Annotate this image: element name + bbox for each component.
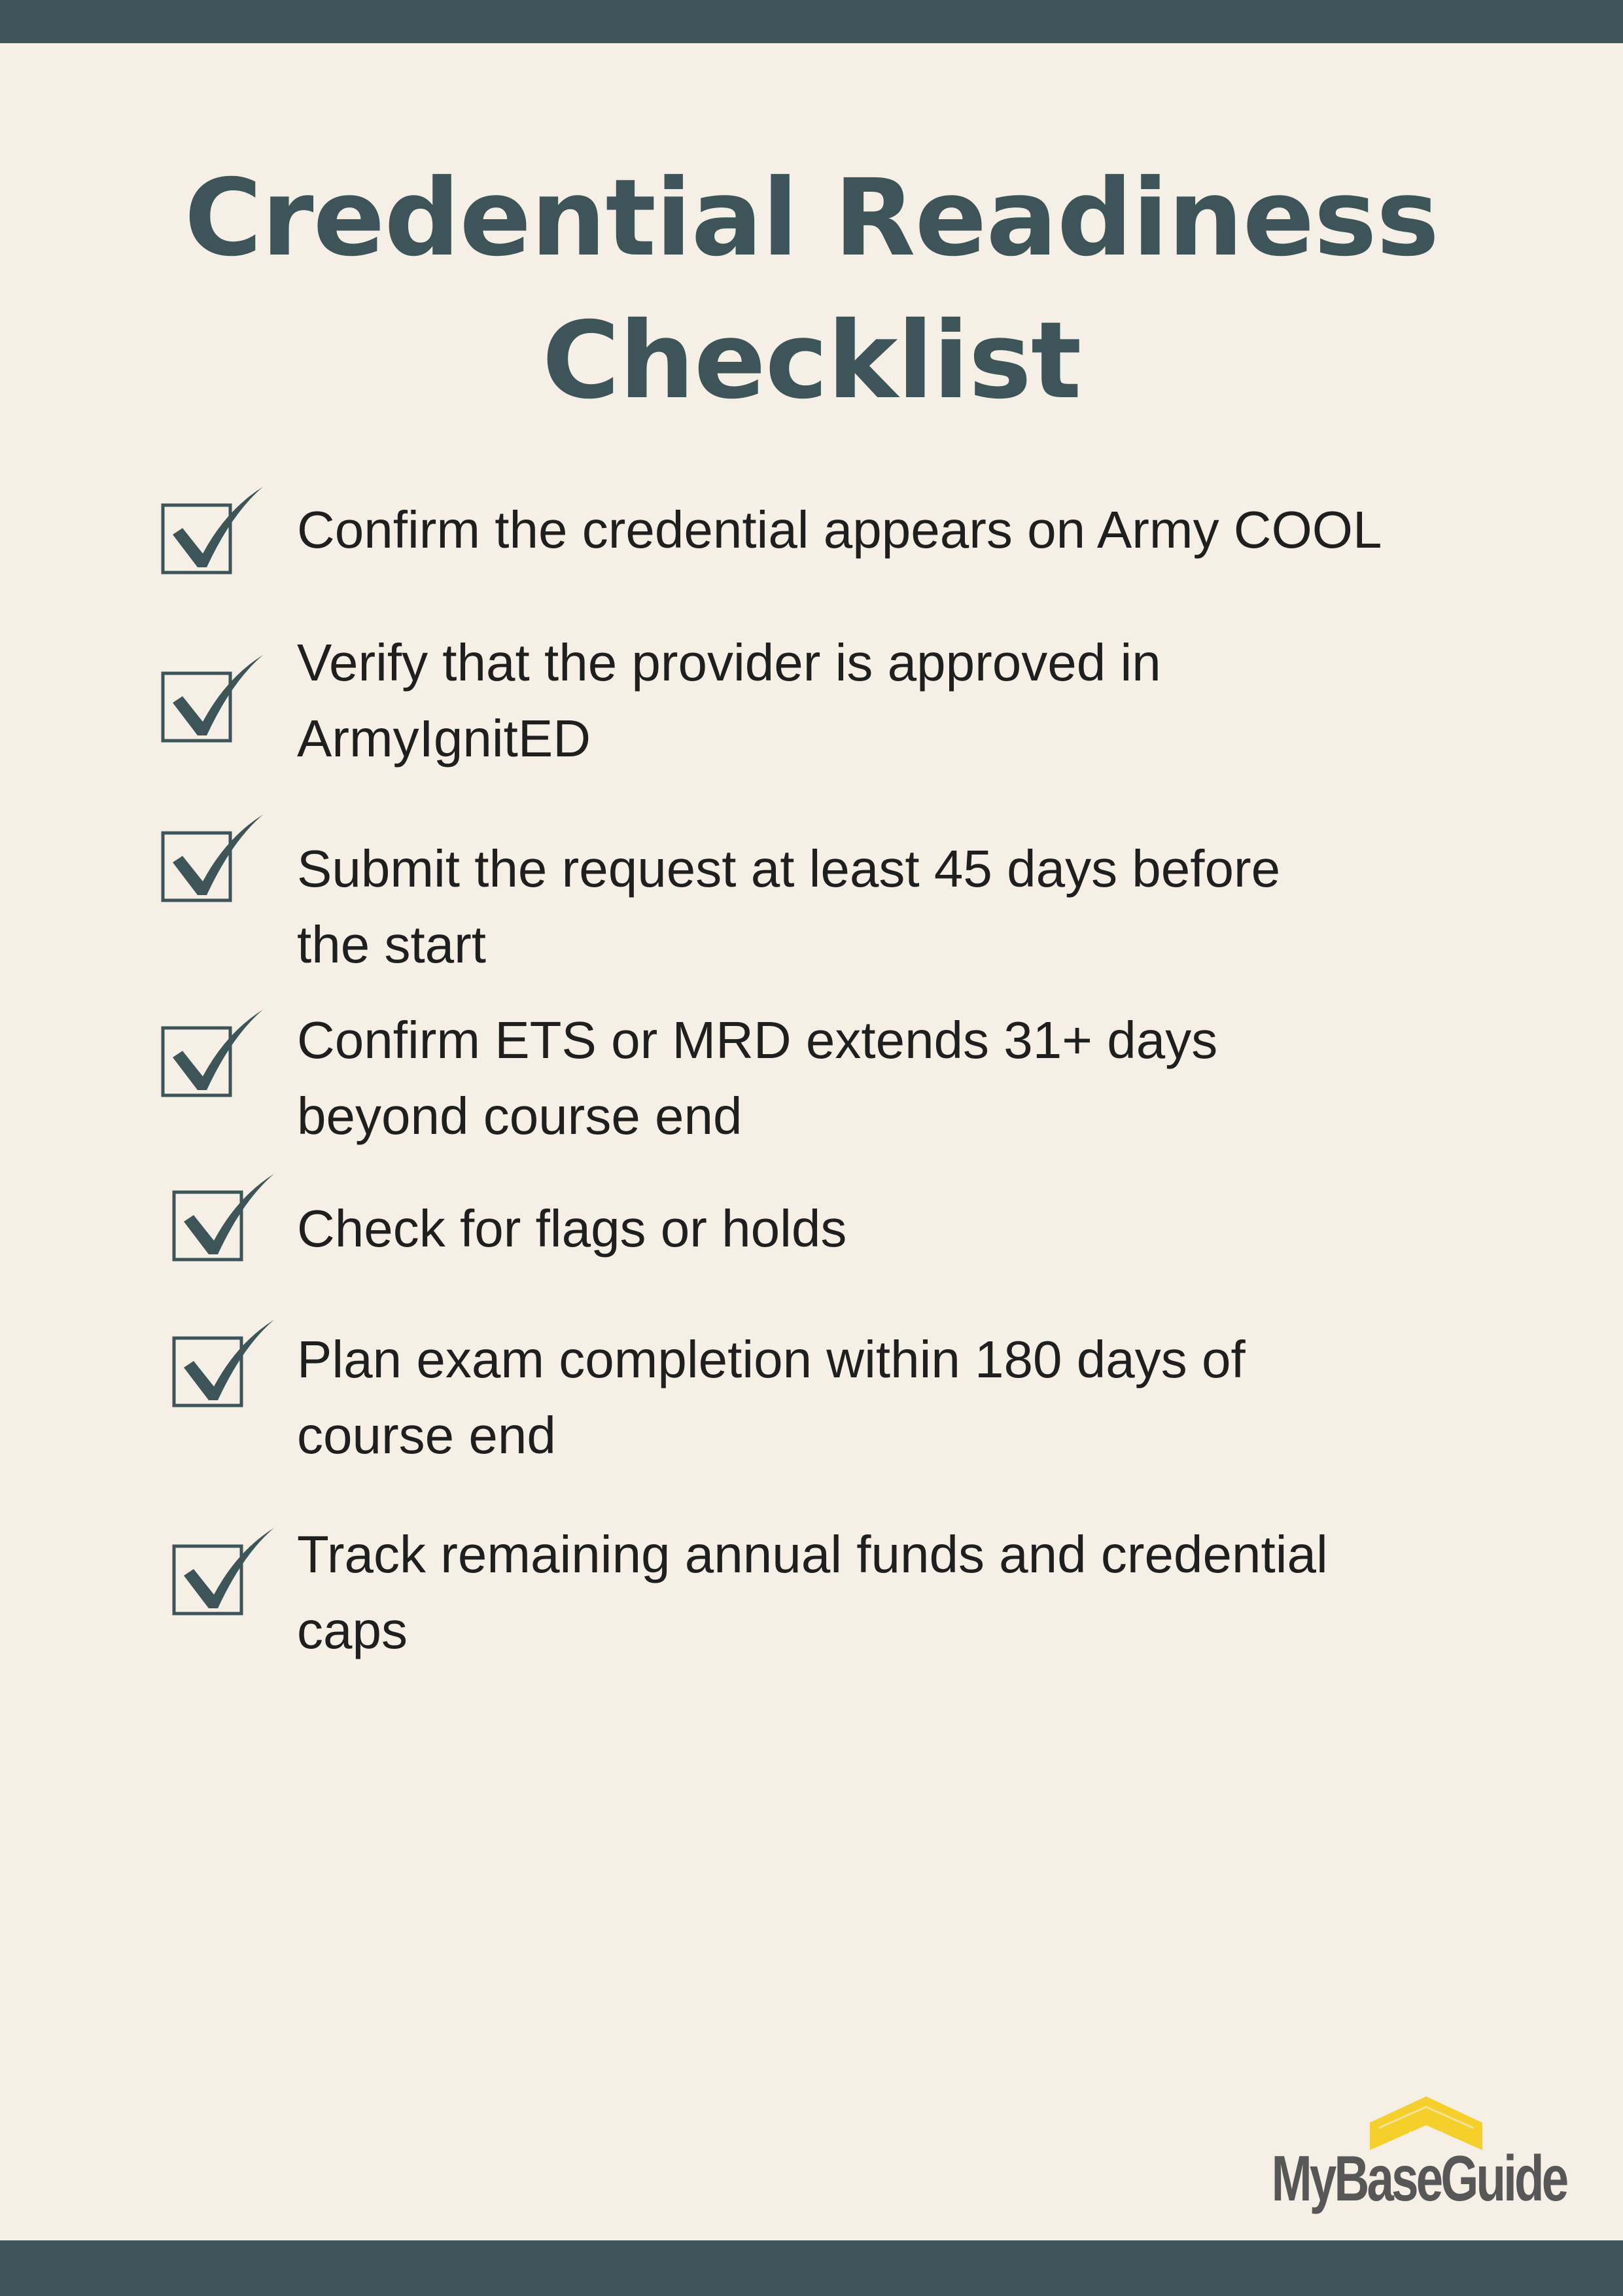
title-line-1: Credential Readiness: [184, 157, 1439, 280]
checkbox-checked-icon: [161, 813, 266, 904]
checkbox-checked-icon: [161, 653, 266, 745]
mybaseguide-logo: [1202, 2096, 1567, 2214]
checkbox-checked-icon: [161, 1008, 266, 1099]
logo-wordmark: MyBaseGuide: [1271, 2142, 1567, 2214]
checkbox-checked-icon: [172, 1318, 277, 1409]
checkbox-checked-icon: [172, 1526, 277, 1617]
checklist-item-text: Check for flags or holds: [297, 1199, 847, 1258]
checklist-item-text: Confirm the credential appears on Army COOL: [297, 501, 1382, 559]
checkbox-checked-icon: [161, 485, 266, 576]
page-title: [0, 147, 1623, 433]
checklist-item-text: Confirm ETS or MRD extends 31+ days beyond course end: [297, 1011, 1218, 1145]
title-line-2: Checklist: [542, 300, 1081, 423]
bottom-band: [0, 2240, 1623, 2296]
checklist-item-text: Verify that the provider is approved in ArmyIgnitED: [297, 633, 1161, 768]
checklist-item-text: Track remaining annual funds and credential caps: [297, 1525, 1328, 1659]
checkbox-checked-icon: [172, 1172, 277, 1263]
checklist-item-text: Plan exam completion within 180 days of course end: [297, 1330, 1246, 1464]
checklist-item-text: Submit the request at least 45 days before the start: [297, 839, 1281, 974]
